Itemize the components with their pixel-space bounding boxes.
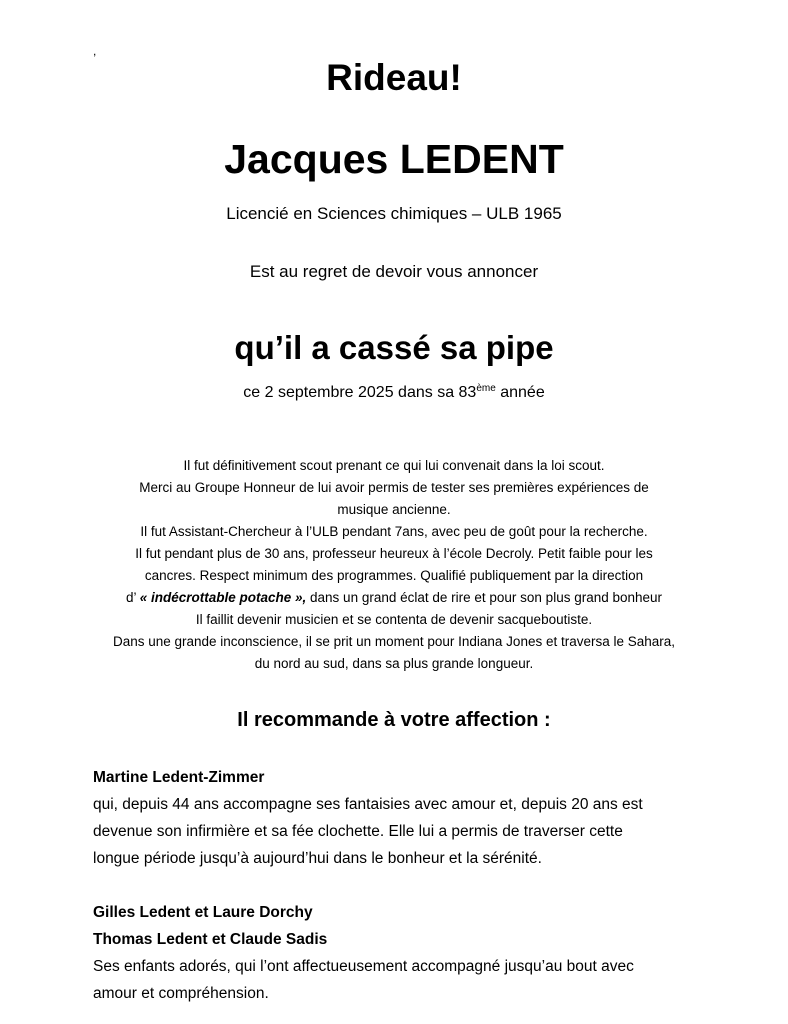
date-suffix: année: [495, 384, 545, 401]
children-text-line: Ses enfants adorés, qui l’ont affectueusement accompagné jusqu’au bout avec: [93, 958, 634, 975]
wife-text-line: longue période jusqu’à aujourd’hui dans le bonheur et la sérénité.: [93, 850, 542, 867]
bio-line: Il fut pendant plus de 30 ans, professeur heureux à l’école Decroly. Petit faible pour les: [135, 546, 653, 561]
child-name: Gilles Ledent et Laure Dorchy: [93, 904, 313, 921]
wife-text-line: qui, depuis 44 ans accompagne ses fantaisies avec amour et, depuis 20 ans est: [93, 796, 643, 813]
date-text: ce 2 septembre 2025 dans sa 83: [243, 384, 477, 401]
children-text-line: amour et compréhension.: [93, 985, 269, 1002]
bio-line: musique ancienne.: [337, 502, 451, 517]
date-line: [0, 381, 788, 405]
child-name: Thomas Ledent et Claude Sadis: [93, 931, 328, 948]
bio-quote: « indécrottable potache »,: [139, 590, 307, 605]
bio-line: cancres. Respect minimum des programmes. Qualifié publiquement par la direction: [144, 568, 644, 583]
headline: qu’il a cassé sa pipe: [234, 329, 554, 366]
degree-line: Licencié en Sciences chimiques – ULB 1965: [226, 204, 562, 223]
children-section: [93, 899, 713, 1007]
curtain-heading: Rideau!: [326, 57, 462, 98]
bio-line: [0, 587, 788, 609]
bio-text: d’: [125, 590, 140, 605]
bio-text: dans un grand éclat de rire et pour son plus grand bonheur: [306, 590, 663, 605]
deceased-name: Jacques LEDENT: [224, 136, 564, 182]
biography: [0, 455, 788, 675]
wife-text-line: devenue son infirmière et sa fée clochette. Elle lui a permis de traverser cette: [93, 823, 623, 840]
wife-section: [93, 764, 713, 872]
bio-line: Dans une grande inconscience, il se prit un moment pour Indiana Jones et traversa le Sahara,: [112, 634, 676, 649]
bio-line: Il faillit devenir musicien et se contenta de devenir sacqueboutiste.: [195, 612, 593, 627]
wife-name: Martine Ledent-Zimmer: [93, 769, 265, 786]
announce-line: Est au regret de devoir vous annoncer: [249, 262, 539, 281]
date-ordinal: ème: [476, 383, 496, 394]
bio-line: du nord au sud, dans sa plus grande longueur.: [254, 656, 534, 671]
bio-line: Il fut définitivement scout prenant ce qui lui convenait dans la loi scout.: [183, 458, 605, 473]
bio-line: Merci au Groupe Honneur de lui avoir permis de tester ses premières expériences de: [139, 480, 649, 495]
recommend-heading: Il recommande à votre affection :: [237, 709, 551, 731]
stray-mark: ,: [93, 44, 97, 58]
bio-line: Il fut Assistant-Chercheur à l’ULB pendant 7ans, avec peu de goût pour la recherche.: [140, 524, 648, 539]
